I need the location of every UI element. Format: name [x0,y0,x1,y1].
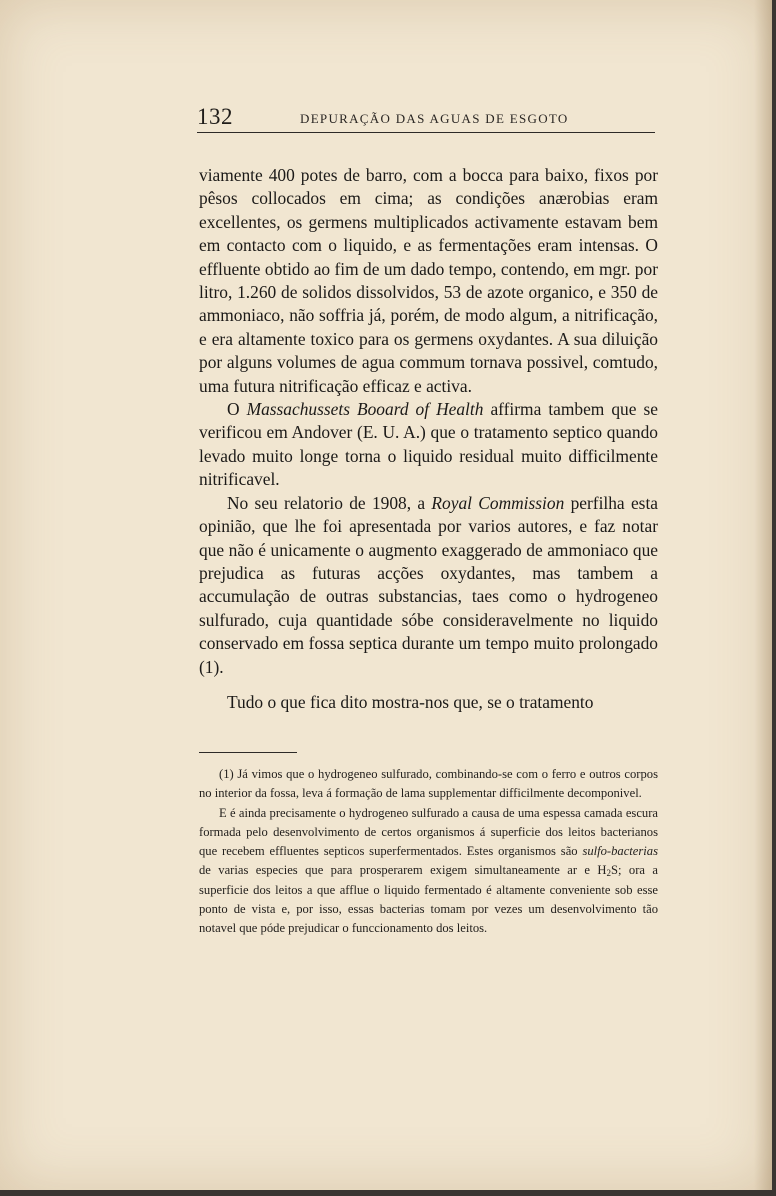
page-number: 132 [197,104,233,129]
paragraph [199,492,658,679]
page-header [197,104,655,133]
paragraph: viamente 400 potes de barro, com a bocca para baixo, fixos por pêsos collocados em cima; as condições anærobias eram excellentes, os germens multiplicados activamente estavam bem em contacto com o liquido, e as fermentações eram intensas. O effluente obtido ao fim de um dado tempo, contendo, em mgr. por litro, 1.260 de solidos dissolvidos, 53 de azote organico, e 350 de ammoniaco, não soffria já, porém, de modo algum, a nitrificação, e era altamente toxico para os germens oxydantes. A sua diluição por alguns volumes de agua commum tornava possivel, comtudo, uma futura nitrificação efficaz e activa. [199,165,658,396]
text-run: affirma tambem que se verificou em Andover (E. U. A.) que o tratamento septico quando levado muito longe torna o liquido residual muito difficilmente nitrificavel. [199,399,658,490]
text-run: No seu relatorio de 1908, a [227,492,432,513]
italic-title: Royal Commission [431,492,565,513]
main-text [199,164,658,714]
running-title: DEPURAÇÃO DAS AGUAS DE ESGOTO [300,111,569,126]
paragraph [199,398,658,492]
paragraph: Tudo o que fica dito mostra-nos que, se o tratamento [227,691,594,712]
subscript: 2 [606,868,612,879]
text-run: E é ainda precisamente o hydrogeneo sulfurado a causa de uma espessa camada escura formada pelo desenvolvimento de certos organismos á superficie dos leitos bacterianos que recebem effluentes septicos superfermentados. Estes organismos são [199,805,658,859]
text-run: perfilha esta opinião, que lhe foi apresentada por varios autores, e faz notar que não é unicamente o augmento exaggerado de ammoniaco que prejudica as futuras acções oxydantes, mas tambem a accumulação de outras substancias, taes como o hydrogeneo sulfurado, cuja quantidade sóbe consideravelmente no liquido conservado em fossa septica durante um tempo muito prolongado (1). [199,492,658,677]
text-run: S; ora a superficie dos leitos a que afflue o liquido fermentado é altamente conveniente sob esse ponto de vista e, por isso, essas bacterias tomam por vezes um desenvolvimento tão notavel que póde prejudicar o funccionamento dos leitos. [199,863,658,936]
text-run: O [227,399,247,420]
footnote: (1) Já vimos que o hydrogeneo sulfurado, combinando-se com o ferro e outros corpos no interior da fossa, leva á formação de lama supplementar difficilmente decomponivel. [199,767,658,801]
italic-term: sulfo-bacterias [582,844,658,859]
footnotes [199,765,658,939]
footnote-rule [199,752,297,753]
footnote-continuation [199,804,658,939]
italic-title: Massachussets Booard of Health [246,399,484,420]
text-run: de varias especies que para prosperarem exigem simultaneamente ar e H [199,863,607,878]
